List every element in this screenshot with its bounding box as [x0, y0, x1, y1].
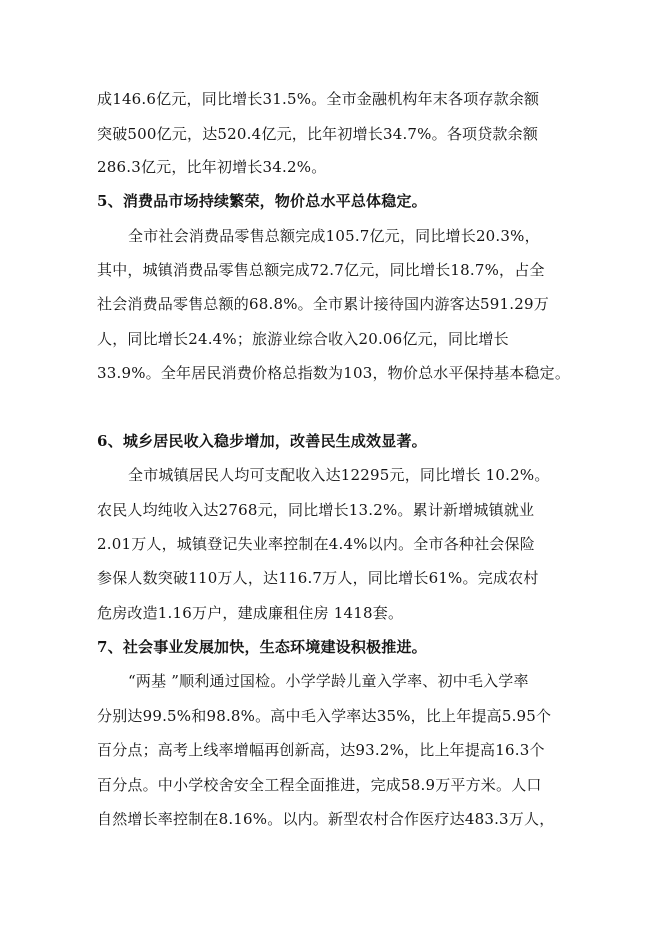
paragraph-line: 人，同比增长24.4%；旅游业综合收入20.06亿元，同比增长	[97, 330, 509, 348]
paragraph-line: 分别达99.5%和98.8%。高中毛入学率达35%，比上年提高5.95个	[97, 707, 552, 725]
paragraph-line: 社会消费品零售总额的68.8%。全市累计接待国内游客达591.29万	[97, 295, 549, 313]
paragraph-line: 全市社会消费品零售总额完成105.7亿元，同比增长20.3%，	[128, 227, 540, 245]
paragraph-line: 2.01万人，城镇登记失业率控制在4.4%以内。全市各种社会保险	[97, 535, 535, 553]
paragraph-line: 百分点。中小学校舍安全工程全面推进，完成58.9万平方米。人口	[97, 776, 542, 794]
paragraph-line: 农民人均纯收入达2768元，同比增长13.2%。累计新增城镇就业	[97, 501, 535, 519]
paragraph-line: 33.9%。全年居民消费价格总指数为103，物价总水平保持基本稳定。	[97, 364, 571, 382]
paragraph-line: 参保人数突破110万人，达116.7万人，同比增长61%。完成农村	[97, 569, 539, 587]
section-heading-7: 7、社会事业发展加快，生态环境建设积极推进。	[97, 638, 427, 656]
paragraph-line: 突破500亿元，达520.4亿元，比年初增长34.7%。各项贷款余额	[97, 125, 539, 143]
paragraph-line: 成146.6亿元，同比增长31.5%。全市金融机构年末各项存款余额	[97, 90, 540, 108]
paragraph-line: 全市城镇居民人均可支配收入达12295元，同比增长 10.2%。	[128, 466, 550, 484]
section-heading-5: 5、消费品市场持续繁荣，物价总水平总体稳定。	[97, 192, 427, 210]
paragraph-line: 危房改造1.16万户，建成廉租住房 1418套。	[97, 604, 404, 622]
paragraph-line: 其中，城镇消费品零售总额完成72.7亿元，同比增长18.7%，占全	[97, 261, 545, 279]
section-heading-6: 6、城乡居民收入稳步增加，改善民生成效显著。	[97, 432, 427, 450]
paragraph-line: “两基 ”顺利通过国检。小学学龄儿童入学率、初中毛入学率	[128, 672, 529, 690]
paragraph-line: 286.3亿元，比年初增长34.2%。	[97, 158, 327, 176]
paragraph-line: 百分点；高考上线率增幅再创新高，达93.2%，比上年提高16.3个	[97, 741, 545, 759]
paragraph-line: 自然增长率控制在8.16%。以内。新型农村合作医疗达483.3万人，	[97, 810, 555, 828]
